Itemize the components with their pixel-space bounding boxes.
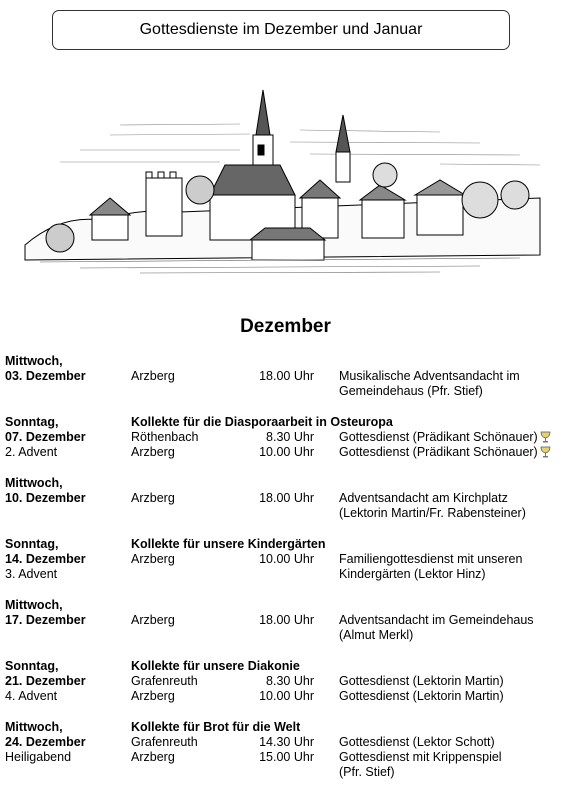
service-description: (Lektorin Martin/Fr. Rabensteiner)	[339, 506, 526, 520]
service-time: 14.30 Uhr	[259, 735, 314, 749]
service-day: 07. Dezember	[5, 430, 86, 444]
service-place: Arzberg	[131, 689, 175, 703]
service-line	[0, 552, 571, 567]
service-description: (Pfr. Stief)	[339, 765, 395, 779]
service-line	[0, 354, 571, 369]
service-line	[0, 720, 571, 735]
service-description: Adventsandacht im Gemeindehaus	[339, 613, 534, 627]
service-day: Mittwoch,	[5, 720, 63, 734]
service-description: Gottesdienst mit Krippenspiel	[339, 750, 502, 764]
collection-note: Kollekte für Brot für die Welt	[131, 720, 301, 734]
service-day: Sonntag,	[5, 415, 59, 429]
service-day: 24. Dezember	[5, 735, 86, 749]
service-day: 14. Dezember	[5, 552, 86, 566]
page-title: Gottesdienste im Dezember und Januar	[139, 21, 423, 38]
service-place: Arzberg	[131, 750, 175, 764]
service-entry	[0, 598, 571, 643]
service-line	[0, 598, 571, 613]
collection-note: Kollekte für unsere Kindergärten	[131, 537, 326, 551]
service-line	[0, 674, 571, 689]
service-description: (Almut Merkl)	[339, 628, 414, 642]
page-title-box	[52, 10, 510, 50]
service-line	[0, 735, 571, 750]
service-time: 10.00 Uhr	[259, 689, 314, 703]
service-line	[0, 384, 571, 399]
service-entry	[0, 354, 571, 399]
service-line	[0, 750, 571, 765]
service-line	[0, 537, 571, 552]
service-day: 10. Dezember	[5, 491, 86, 505]
service-description: Gemeindehaus (Pfr. Stief)	[339, 384, 483, 398]
service-entry	[0, 659, 571, 704]
service-place: Arzberg	[131, 491, 175, 505]
service-time: 18.00 Uhr	[259, 491, 314, 505]
service-line	[0, 369, 571, 384]
service-day: 3. Advent	[5, 567, 58, 581]
service-line	[0, 491, 571, 506]
service-day: 4. Advent	[5, 689, 58, 703]
service-line	[0, 567, 571, 582]
service-time: 18.00 Uhr	[259, 613, 314, 627]
service-description: Musikalische Adventsandacht im	[339, 369, 520, 383]
chalice-icon	[540, 431, 551, 443]
service-place: Arzberg	[131, 613, 175, 627]
service-description: Gottesdienst (Lektor Schott)	[339, 735, 495, 749]
service-description: Familiengottesdienst mit unseren	[339, 552, 523, 566]
month-heading: Dezember	[240, 316, 331, 337]
service-day: Mittwoch,	[5, 354, 63, 368]
service-line	[0, 765, 571, 780]
service-day: 03. Dezember	[5, 369, 86, 383]
service-day: 2. Advent	[5, 445, 58, 459]
service-day: Sonntag,	[5, 659, 59, 673]
service-day: Mittwoch,	[5, 476, 63, 490]
service-line	[0, 506, 571, 521]
service-line	[0, 415, 571, 430]
service-entry	[0, 476, 571, 521]
service-list	[0, 354, 571, 796]
service-line	[0, 430, 571, 445]
service-time: 8.30 Uhr	[266, 674, 314, 688]
service-description: Gottesdienst (Lektorin Martin)	[339, 689, 504, 703]
service-place: Röthenbach	[131, 430, 199, 444]
service-line	[0, 689, 571, 704]
service-description: Gottesdienst (Lektorin Martin)	[339, 674, 504, 688]
service-day: Heiligabend	[5, 750, 72, 764]
service-day: Mittwoch,	[5, 598, 63, 612]
service-day: 17. Dezember	[5, 613, 86, 627]
collection-note: Kollekte für die Diasporaarbeit in Osteuropa	[131, 415, 393, 429]
service-description: Adventsandacht am Kirchplatz	[339, 491, 508, 505]
service-place: Arzberg	[131, 445, 175, 459]
service-description: Gottesdienst (Prädikant Schönauer)	[339, 445, 551, 460]
service-entry	[0, 720, 571, 780]
service-line	[0, 628, 571, 643]
service-time: 15.00 Uhr	[259, 750, 314, 764]
service-line	[0, 613, 571, 628]
service-entry	[0, 415, 571, 460]
service-place: Arzberg	[131, 552, 175, 566]
service-entry	[0, 537, 571, 582]
collection-note: Kollekte für unsere Diakonie	[131, 659, 300, 673]
service-description: Kindergärten (Lektor Hinz)	[339, 567, 486, 581]
service-time: 18.00 Uhr	[259, 369, 314, 383]
service-time: 10.00 Uhr	[259, 552, 314, 566]
service-place: Arzberg	[131, 369, 175, 383]
service-place: Grafenreuth	[131, 735, 198, 749]
service-line	[0, 659, 571, 674]
service-line	[0, 445, 571, 460]
service-description: Gottesdienst (Prädikant Schönauer)	[339, 430, 551, 445]
town-illustration	[20, 80, 550, 280]
service-time: 10.00 Uhr	[259, 445, 314, 459]
service-day: Sonntag,	[5, 537, 59, 551]
service-time: 8.30 Uhr	[266, 430, 314, 444]
service-place: Grafenreuth	[131, 674, 198, 688]
chalice-icon	[540, 446, 551, 458]
service-line	[0, 476, 571, 491]
service-day: 21. Dezember	[5, 674, 86, 688]
